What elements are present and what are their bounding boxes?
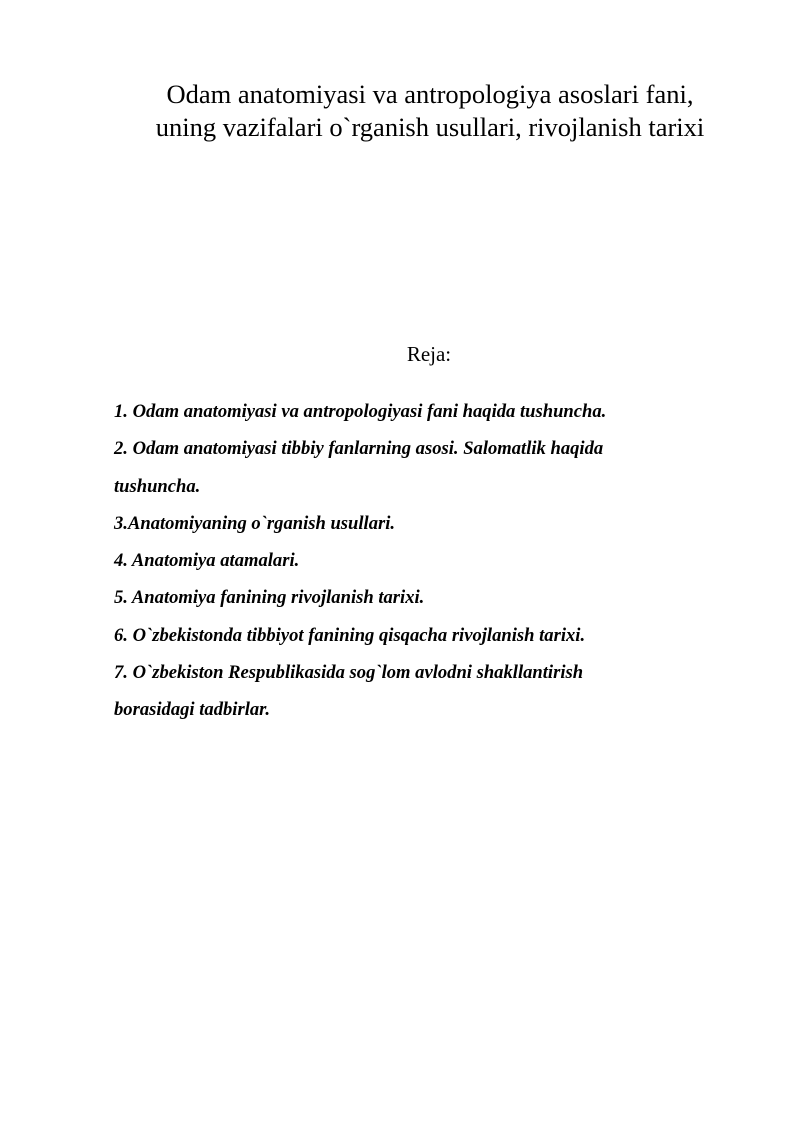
plan-item-text: 2. Odam anatomiyasi tibbiy fanlarning asosi. Salomatlik haqida (114, 438, 604, 460)
plan-item-text: borasidagi tadbirlar. (114, 699, 271, 721)
plan-item-text: 4. Anatomiya atamalari. (114, 550, 300, 572)
plan-item-text: 6. O`zbekistonda tibbiyot fanining qisqacha rivojlanish tarixi. (114, 624, 586, 646)
plan-item (114, 579, 734, 616)
plan-item (114, 505, 734, 542)
plan-item (114, 617, 734, 654)
plan-item (114, 393, 734, 430)
plan-item-text: tushuncha. (114, 475, 201, 497)
title-line: Odam anatomiyasi va antropologiya asoslari fani, (166, 79, 694, 109)
plan-item-text: 1. Odam anatomiyasi va antropologiyasi fani haqida tushuncha. (114, 401, 607, 422)
plan-item-text: 7. O`zbekiston Respublikasida sog`lom avlodni shakllantirish (114, 662, 584, 684)
plan-heading: Reja: (406, 342, 452, 366)
plan-item (114, 542, 734, 579)
title-line: uning vazifalari o`rganish usullari, rivojlanish tarixi (155, 112, 705, 142)
plan-item (114, 654, 734, 729)
document-title (100, 78, 760, 144)
plan-item-text: 5. Anatomiya fanining rivojlanish tarixi. (114, 587, 425, 609)
plan-list (114, 393, 734, 729)
plan-item-text: 3.Anatomiyaning o`rganish usullari. (114, 512, 396, 534)
plan-item (114, 430, 734, 505)
